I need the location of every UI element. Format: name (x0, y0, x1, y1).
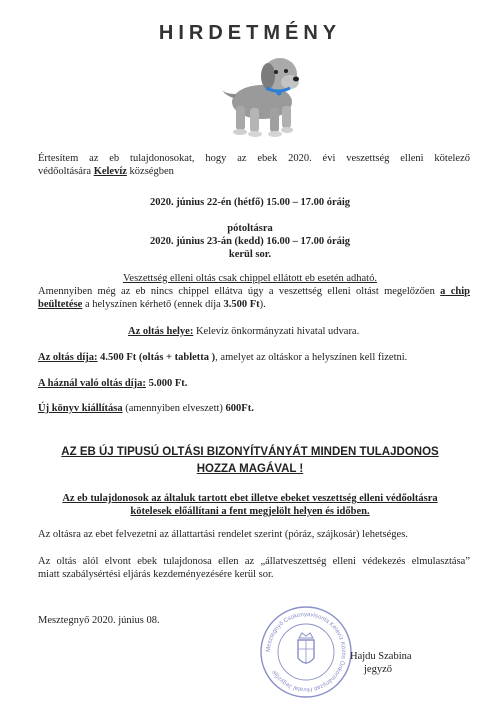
book-value: 600Ft. (225, 403, 254, 414)
intro-text (38, 152, 470, 178)
fee-label: Az oltás díja: (38, 352, 98, 363)
penalty-text (38, 555, 470, 581)
signer-name: Hajdu Szabina (350, 651, 412, 662)
main-vaccination-date: 2020. június 22-én (hétfő) 15.00 – 17.00 óráig (149, 197, 351, 208)
intro-line-2-end: községben (126, 166, 174, 177)
takes-place-text: kerül sor. (228, 249, 272, 260)
makeup-label: pótoltásra (227, 223, 273, 234)
chip-fee: 3.500 Ft (223, 299, 260, 310)
owners-obligation (0, 492, 500, 518)
notice-line-1: AZ EB ÚJ TIPUSÚ OLTÁSI BIZONYÍTVÁNYÁT MINDEN TULAJDONOS (61, 446, 439, 458)
chip-line-1: Amennyiben még az eb nincs chippel ellátva úgy a veszettség elleni oltást megelőzően (38, 286, 441, 297)
seal-text: Mesztegnyő Csokonyavisonta Kelevíz Közös Önkormányzati Hivatal Jegyzője (265, 611, 347, 693)
vaccination-place (128, 325, 359, 338)
intro-line-1: Értesítem az eb tulajdonosokat, hogy az ebek 2020. évi veszettség elleni kötelező (38, 153, 470, 164)
official-seal-stamp (258, 604, 354, 700)
chip-paragraph (38, 285, 470, 311)
penalty-line-1: Az oltás alól elvont ebek tulajdonosa ellen az „állatveszettség elleni védekezés elmulasztása” (38, 556, 470, 567)
chip-implant-word: beültetése (38, 299, 83, 310)
place-label: Az oltás helye: (128, 326, 194, 337)
signer-title: jegyző (364, 664, 392, 675)
chip-emphasis: a chip (440, 286, 470, 297)
place-and-date: Mesztegnyő 2020. június 08. (38, 615, 160, 626)
notice-line-2: HOZZA MAGÁVAL ! (196, 463, 304, 475)
book-label: Új könyv kiállítása (38, 403, 123, 414)
chip-line-2: a helyszínen kérhető (ennek díja (82, 299, 224, 310)
place-value: Kelevíz önkormányzati hivatal udvara. (193, 326, 360, 337)
intro-line-2-start: védőoltására (38, 166, 94, 177)
page-title: HIRDETMÉNY (158, 22, 342, 44)
chip-line-2-end: ). (259, 299, 266, 310)
home-fee-value: 5.000 Ft. (145, 378, 188, 389)
vaccination-fee (38, 351, 407, 364)
book-rest: (amennyiben elveszett) (122, 403, 226, 414)
owners-line-2: kötelesek előállítani a fent megjelölt helyen és időben. (130, 506, 370, 517)
penalty-line-2: miatt szabálysértési eljárás kezdeményezésére kerül sor. (38, 569, 274, 580)
fee-value: 4.500 Ft (oltás + tabletta ) (97, 352, 216, 363)
new-book-fee (38, 402, 254, 415)
fee-rest: , amelyet az oltáskor a helyszínen kell fizetni. (215, 352, 408, 363)
leash-text: Az oltásra az ebet felvezetni az állattartási rendelet szerint (póráz, szájkosár) lehetséges. (38, 529, 408, 540)
home-fee-label: A háznál való oltás díja: (38, 378, 146, 389)
chip-rule: Veszettség elleni oltás csak chippel ellátott eb esetén adható. (123, 273, 377, 284)
home-vaccination-fee (38, 377, 187, 390)
certificate-notice (30, 444, 470, 478)
dog-illustration (212, 46, 302, 140)
makeup-vaccination-date: 2020. június 23-án (kedd) 16.00 – 17.00 óráig (149, 236, 351, 247)
village-name: Kelevíz (93, 166, 127, 177)
owners-line-1: Az eb tulajdonosok az általuk tartott ebet illetve ebeket veszettség elleni védőoltásra (62, 493, 438, 504)
